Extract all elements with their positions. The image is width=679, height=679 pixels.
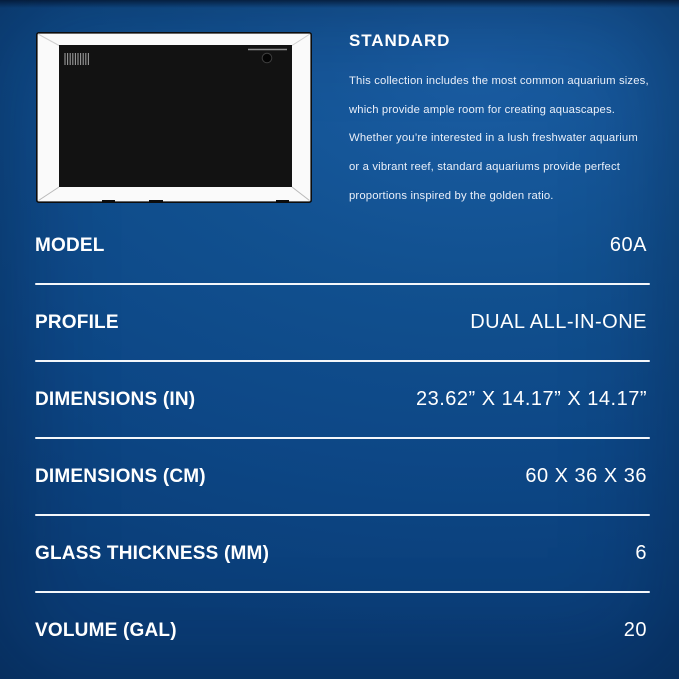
- spec-value: DUAL ALL-IN-ONE: [470, 311, 647, 333]
- spec-row-dimensions-in: [0, 361, 679, 438]
- spec-label: DIMENSIONS (IN): [35, 388, 196, 410]
- spec-label: DIMENSIONS (CM): [35, 465, 206, 487]
- description-line: Whether you’re interested in a lush freshwater aquarium: [349, 132, 638, 145]
- spec-label: VOLUME (GAL): [35, 619, 177, 641]
- spec-value: 60A: [609, 234, 647, 256]
- spec-value: 6: [635, 542, 647, 564]
- spec-row-glass-thickness: [0, 515, 679, 592]
- spec-row-volume: [0, 592, 679, 669]
- spec-row-dimensions-cm: [0, 438, 679, 515]
- description-line: which provide ample room for creating aquascapes.: [349, 103, 616, 116]
- description-line: This collection includes the most common aquarium sizes,: [349, 75, 649, 88]
- tank-back-panel: [59, 45, 292, 187]
- spec-row-profile: [0, 284, 679, 361]
- spec-label: MODEL: [35, 234, 105, 256]
- aquarium-image: [36, 32, 312, 203]
- spec-value: 20: [623, 619, 647, 641]
- spec-label: GLASS THICKNESS (MM): [35, 542, 270, 564]
- spec-value: 23.62” X 14.17” X 14.17”: [415, 388, 647, 410]
- aquarium-tank-graphic: [36, 32, 312, 203]
- collection-description: [349, 67, 661, 210]
- spec-label: PROFILE: [35, 311, 119, 333]
- drilled-hole-icon: [262, 53, 272, 63]
- description-line: proportions inspired by the golden ratio.: [349, 189, 554, 202]
- collection-title: STANDARD: [349, 31, 451, 50]
- spec-row-model: [0, 207, 679, 284]
- description-line: or a vibrant reef, standard aquariums provide perfect: [349, 161, 621, 174]
- spec-value: 60 X 36 X 36: [525, 465, 647, 487]
- spec-table: [0, 207, 679, 669]
